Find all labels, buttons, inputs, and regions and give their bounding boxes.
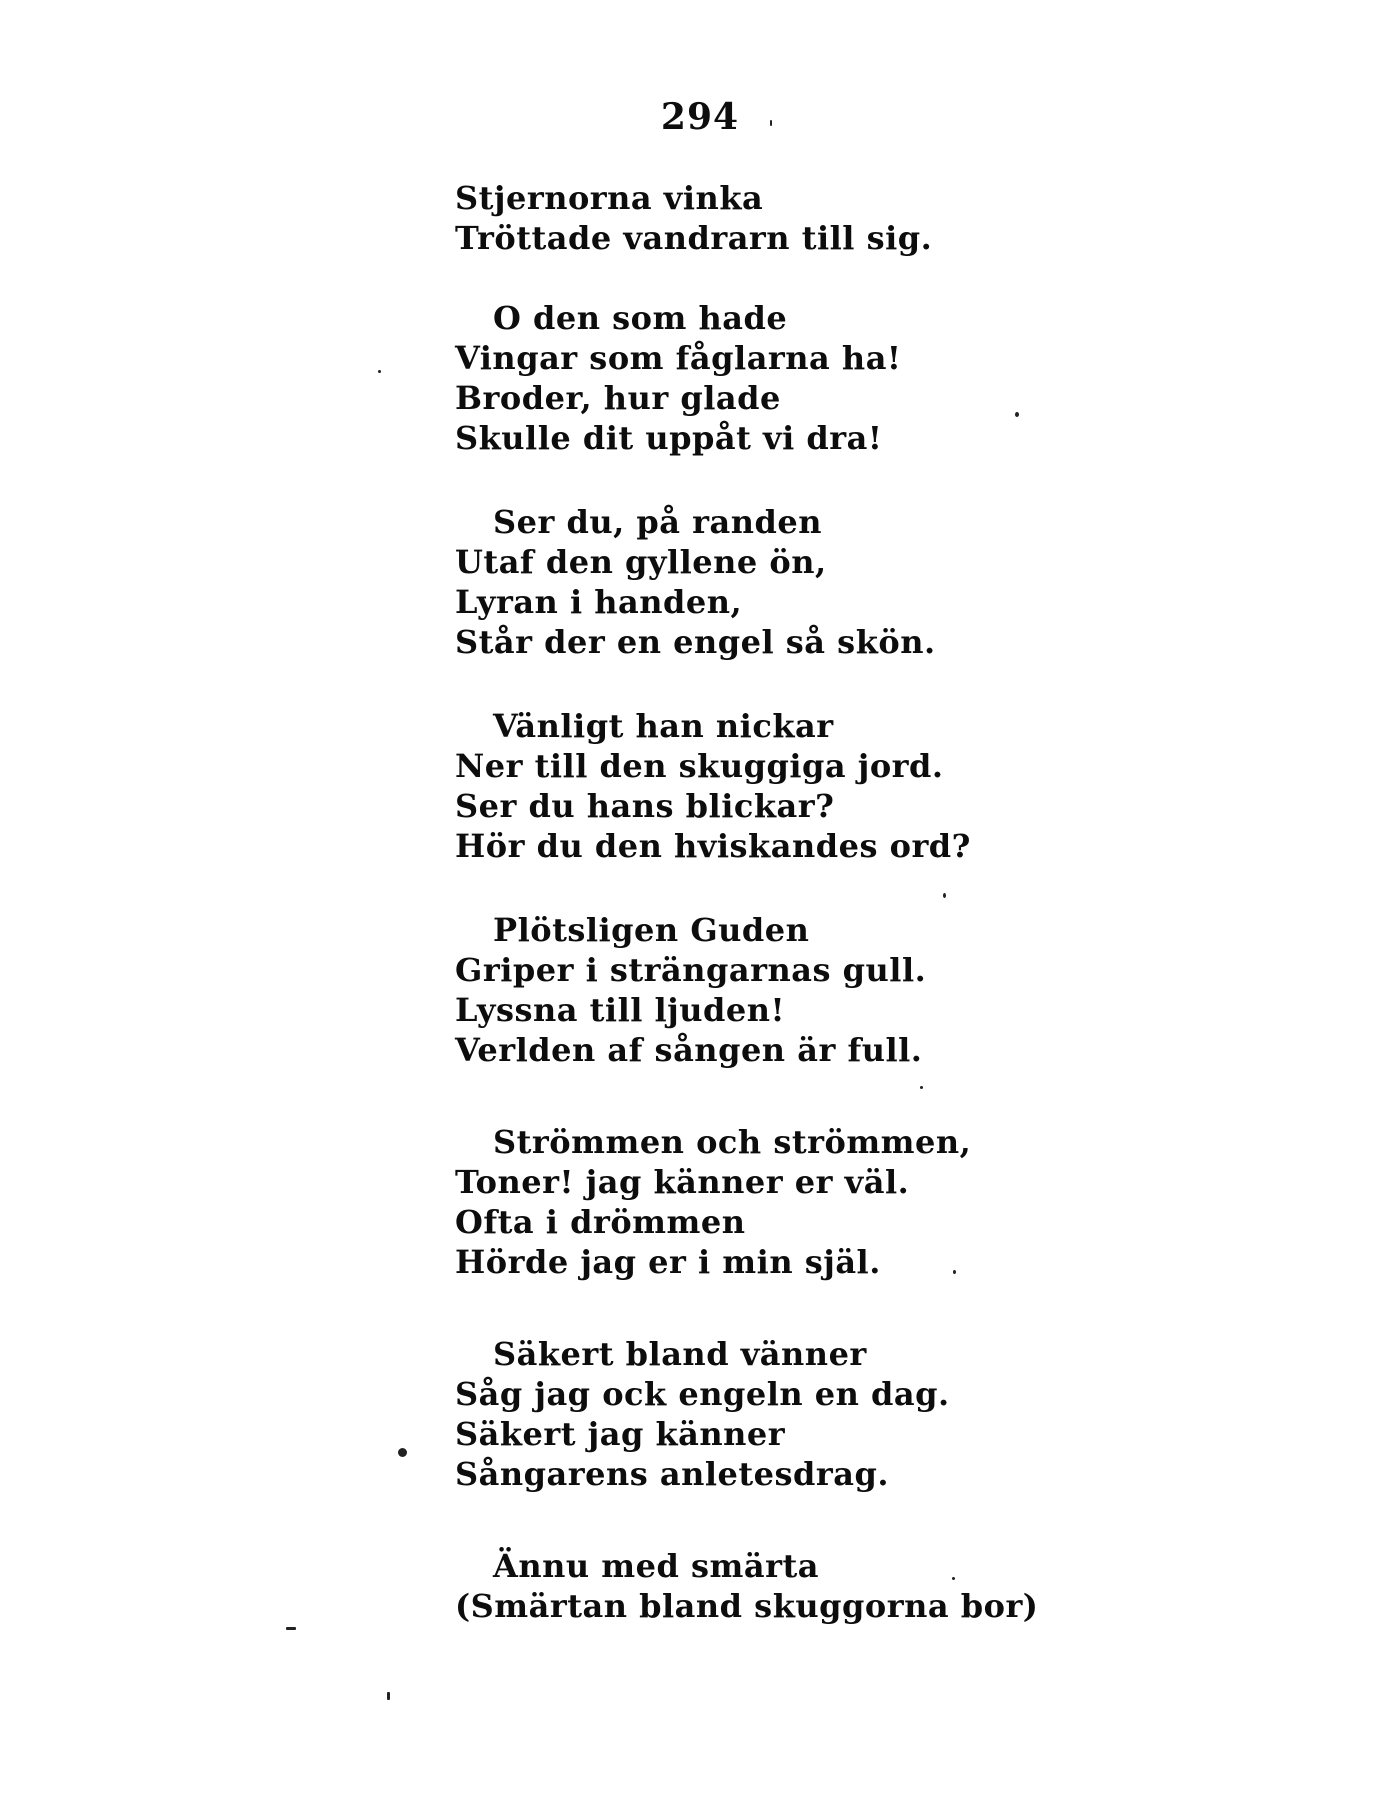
- speck: [387, 1692, 390, 1700]
- speck: [378, 370, 381, 373]
- poem-line: Toner! jag känner er väl.: [455, 1163, 910, 1201]
- poem-line: Hörde jag er i min själ.: [455, 1243, 881, 1281]
- poem-line: Vänligt han nickar: [493, 707, 834, 745]
- stanza-8: [455, 1546, 1075, 1626]
- poem-line: Säkert bland vänner: [493, 1335, 867, 1373]
- speck: [1015, 412, 1019, 417]
- stanza-5: [455, 910, 1075, 1070]
- poem-line: Står der en engel så skön.: [455, 623, 936, 661]
- poem-line: Lyssna till ljuden!: [455, 991, 786, 1029]
- poem-line: Griper i strängarnas gull.: [455, 951, 927, 989]
- speck: [770, 120, 772, 126]
- poem-line: Utaf den gyllene ön,: [455, 543, 827, 581]
- poem-line: Hör du den hviskandes ord?: [455, 827, 971, 865]
- page-number: 294: [660, 96, 740, 138]
- poem-line: Ner till den skuggiga jord.: [455, 747, 944, 785]
- poem-line: Sångarens anletesdrag.: [455, 1455, 890, 1493]
- speck: [286, 1627, 296, 1630]
- speck: [943, 893, 946, 898]
- stanza-2: [455, 298, 1075, 458]
- poem-line: Ofta i drömmen: [455, 1203, 746, 1241]
- speck: [920, 1086, 923, 1089]
- poem-line: Stjernorna vinka: [455, 179, 764, 217]
- poem-line: Strömmen och strömmen,: [493, 1123, 972, 1161]
- stanza-6: [455, 1122, 1075, 1282]
- poem-line: Tröttade vandrarn till sig.: [455, 219, 933, 257]
- poem-line: O den som hade: [493, 299, 788, 337]
- poem-line: Lyran i handen,: [455, 583, 743, 621]
- stanza-7: [455, 1334, 1075, 1494]
- poem-line: (Smärtan bland skuggorna bor): [455, 1587, 1039, 1625]
- poem-line: Skulle dit uppåt vi dra!: [455, 419, 883, 457]
- poem-line: Säkert jag känner: [455, 1415, 786, 1453]
- poem-line: Ser du hans blickar?: [455, 787, 835, 825]
- poem-line: Plötsligen Guden: [493, 911, 810, 949]
- stanza-4: [455, 706, 1075, 866]
- poem-line: Ser du, på randen: [493, 503, 822, 541]
- poem-line: Ännu med smärta: [493, 1547, 819, 1585]
- poem-line: Broder, hur glade: [455, 379, 781, 417]
- poem-line: Vingar som fåglarna ha!: [455, 339, 902, 377]
- speck: [953, 1270, 956, 1274]
- poem-line: Såg jag ock engeln en dag.: [455, 1375, 950, 1413]
- speck: [952, 1577, 955, 1580]
- poem: [455, 178, 1075, 1626]
- stanza-1: [455, 178, 1075, 258]
- stanza-3: [455, 502, 1075, 662]
- poem-line: Verlden af sången är full.: [455, 1031, 923, 1069]
- speck: [398, 1448, 407, 1457]
